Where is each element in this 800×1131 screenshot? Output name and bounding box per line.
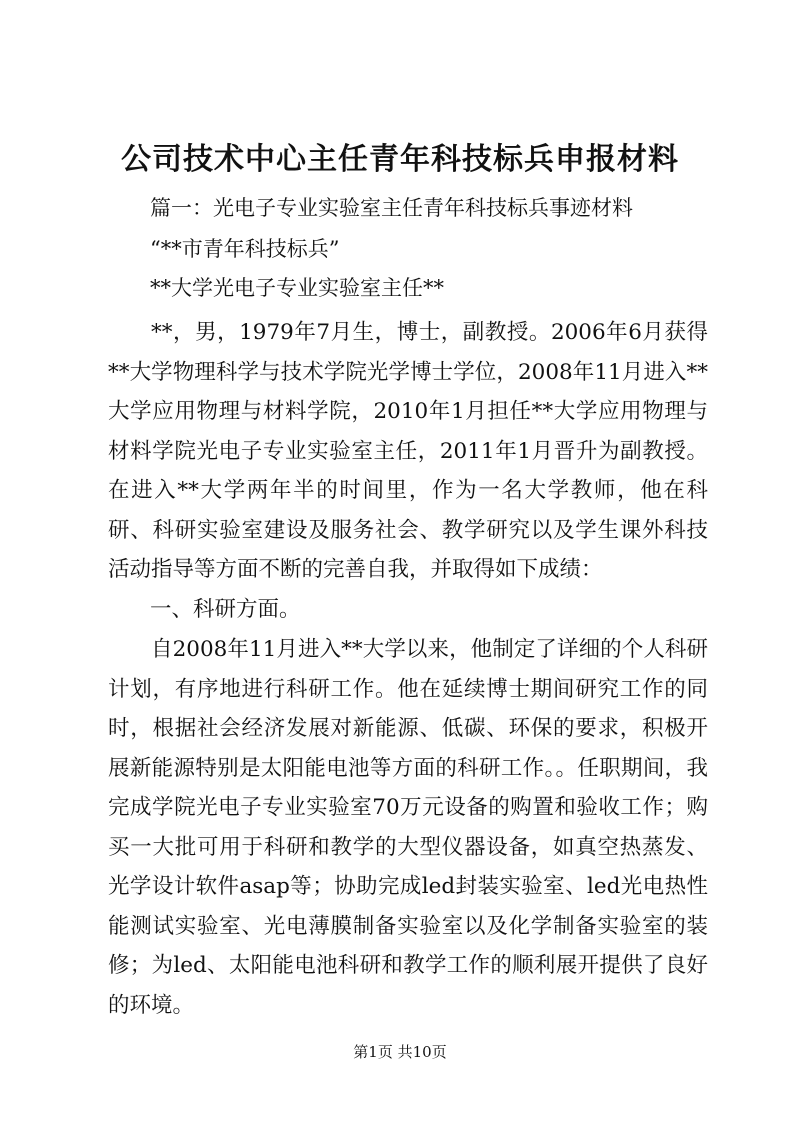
paragraph-profile: **，男，1979年7月生，博士，副教授。2006年6月获得**大学物理科学与技术学院光学博士学位，2008年11月进入**大学应用物理与材料学院，2010年1月担任**大学应用物理与材料学院光电子专业实验室主任，2011年1月晋升为副教授。在进入**大学两年半的时间里，作为一名大学教师，他在科研、科研实验室建设及服务社会、教学研究以及学生课外科技活动指导等方面不断的完善自我，并取得如下成绩： <box>108 320 708 582</box>
award-name: “**市青年科技标兵” <box>150 237 340 261</box>
page-number: 第1页 共10页 <box>353 1043 447 1061</box>
document-subtitle: 篇一：光电子专业实验室主任青年科技标兵事迹材料 <box>150 196 633 220</box>
document-title: 公司技术中心主任青年科技标兵申报材料 <box>121 142 679 177</box>
position-title: **大学光电子专业实验室主任** <box>150 276 444 300</box>
section-heading-research: 一、科研方面。 <box>150 597 301 622</box>
paragraph-research: 自2008年11月进入**大学以来，他制定了详细的个人科研计划，有序地进行科研工作。他在延续博士期间研究工作的同时，根据社会经济发展对新能源、低碳、环保的要求，积极开展新能源特别是太阳能电池等方面的科研工作。。任职期间，我完成学院光电子专业实验室70万元设备的购置和验收工作；购买一大批可用于科研和教学的大型仪器设备，如真空热蒸发、光学设计软件asap等；协助完成led封装实验室、led光电热性能测试实验室、光电薄膜制备实验室以及化学制备实验室的装修；为led、太阳能电池科研和教学工作的顺利展开提供了良好的环境。 <box>108 637 708 1018</box>
